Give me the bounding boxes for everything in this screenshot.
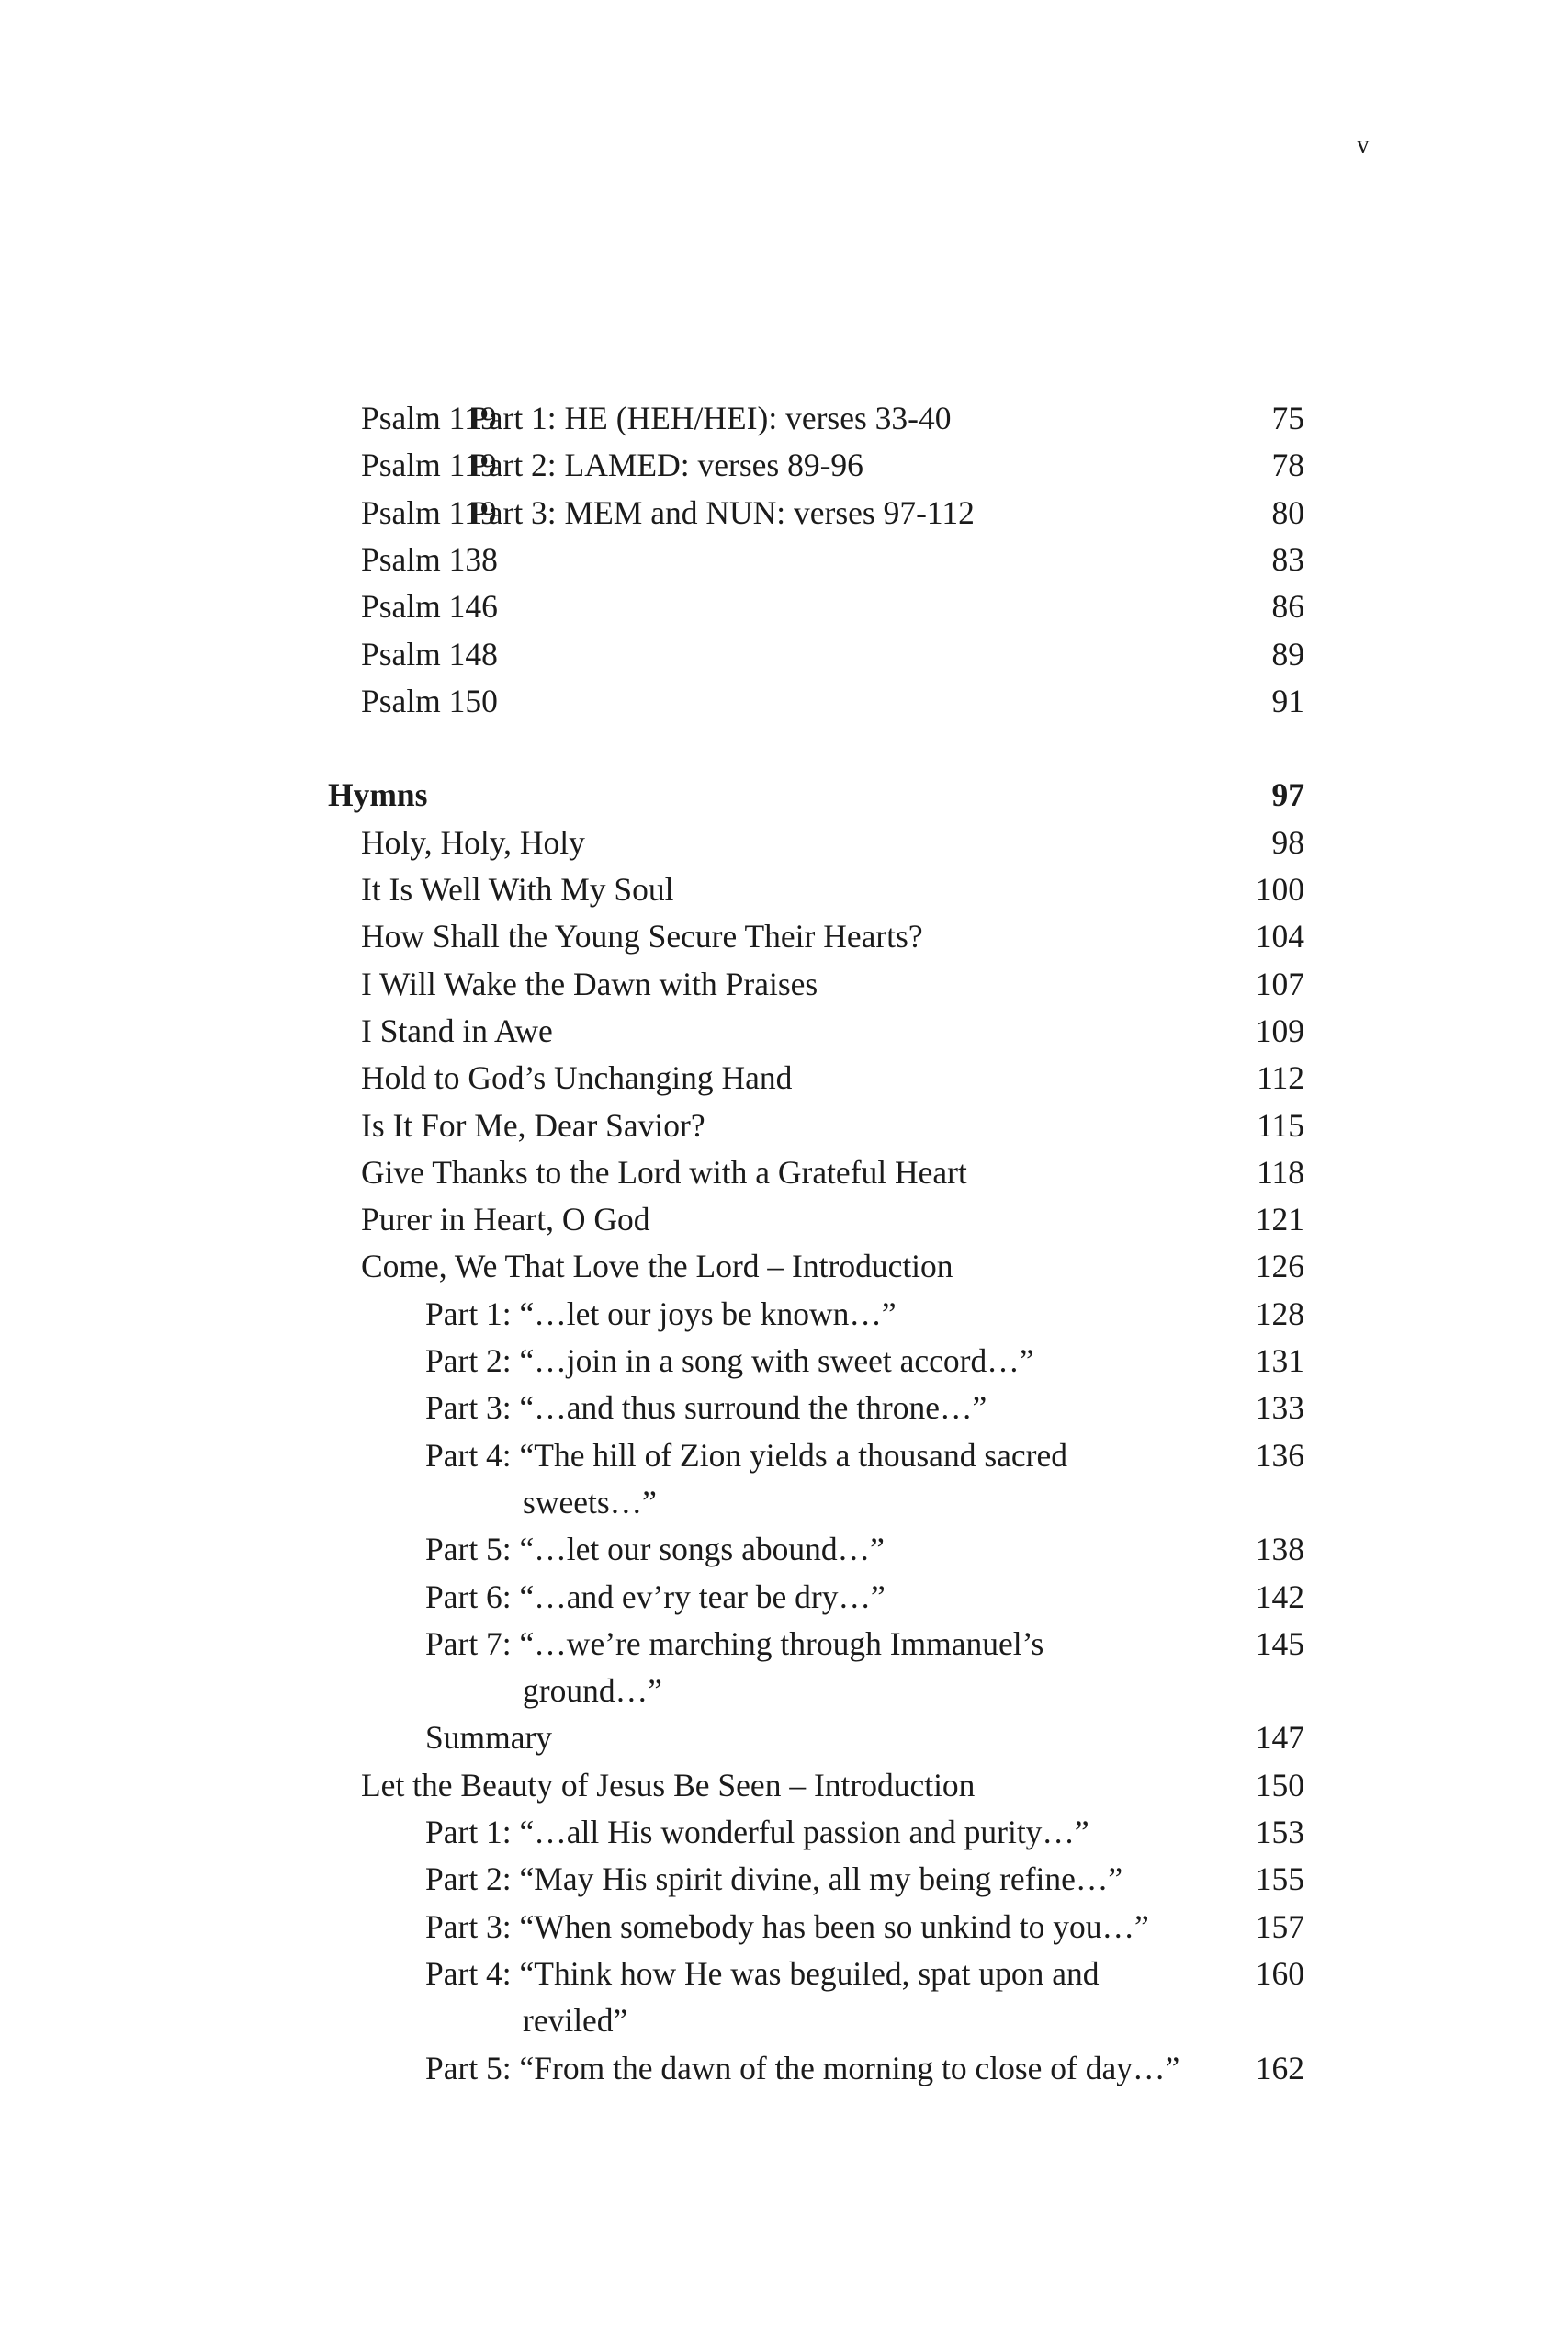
- toc-entry[interactable]: [0, 1809, 1568, 1856]
- toc-entry[interactable]: [0, 1762, 1568, 1809]
- toc-entry[interactable]: [0, 678, 1568, 725]
- toc-entry[interactable]: [0, 1856, 1568, 1903]
- toc-entry-continuation: [0, 1479, 1568, 1526]
- toc-entry[interactable]: [0, 1574, 1568, 1621]
- toc-entry-title: Come, We That Love the Lord – Introduction: [361, 1248, 953, 1285]
- toc-page-number: 128: [1255, 1295, 1304, 1332]
- toc-entry-subtitle: Part 2: LAMED: verses 89-96: [470, 447, 863, 484]
- toc-section-heading[interactable]: [0, 772, 1568, 819]
- toc-entry-title: Let the Beauty of Jesus Be Seen – Introduction: [361, 1766, 976, 1804]
- toc-entry-title: Psalm 150: [361, 682, 498, 719]
- toc-page-number: 75: [1271, 400, 1304, 436]
- toc-entry[interactable]: [0, 537, 1568, 583]
- toc-entry[interactable]: [0, 395, 1568, 442]
- toc-page-number: 162: [1255, 2049, 1304, 2086]
- toc-entry[interactable]: [0, 1196, 1568, 1243]
- toc-entry-title: I Stand in Awe: [361, 1012, 553, 1049]
- toc-entry-title: Part 3: “…and thus surround the throne…”: [425, 1389, 987, 1427]
- toc-entry-title: Purer in Heart, O God: [361, 1201, 650, 1238]
- toc-entry[interactable]: [0, 1432, 1568, 1479]
- toc-entry-title-wrap: reviled”: [523, 2002, 628, 2040]
- toc-page-number: 157: [1255, 1907, 1304, 1945]
- toc-page-number: 153: [1255, 1814, 1304, 1850]
- toc-entry-title: Psalm 146: [361, 588, 498, 626]
- toc-page-number: 147: [1255, 1719, 1304, 1757]
- toc-page-number: 155: [1255, 1860, 1304, 1898]
- toc-page-number: 112: [1257, 1059, 1304, 1097]
- toc-page-number: 133: [1255, 1389, 1304, 1427]
- toc-entry[interactable]: [0, 1951, 1568, 1997]
- toc-entry-title: Part 1: “…all His wonderful passion and purity…”: [425, 1814, 1089, 1850]
- toc-page-number: 100: [1255, 871, 1304, 908]
- toc-entry-continuation: [0, 1997, 1568, 2044]
- toc-entry-title: Part 1: “…let our joys be known…”: [425, 1295, 897, 1332]
- toc-entry[interactable]: [0, 490, 1568, 537]
- toc-entry-title: Part 2: “…join in a song with sweet accord…”: [425, 1342, 1034, 1379]
- toc-page-number: 97: [1271, 776, 1304, 814]
- toc-page-number: 142: [1255, 1577, 1304, 1615]
- toc-entry-title: Part 5: “…let our songs abound…”: [425, 1531, 885, 1568]
- toc-page-number: 150: [1255, 1766, 1304, 1804]
- toc-page-number: 126: [1255, 1248, 1304, 1285]
- toc-entry[interactable]: [0, 583, 1568, 630]
- toc-entry-title: Psalm 138: [361, 540, 498, 578]
- toc-entry[interactable]: [0, 631, 1568, 678]
- toc-entry-title: Part 2: “May His spirit divine, all my being refine…”: [425, 1860, 1123, 1898]
- toc-page-number: 80: [1271, 493, 1304, 531]
- toc-entry-title: How Shall the Young Secure Their Hearts?: [361, 918, 923, 956]
- toc-page-number: 145: [1255, 1624, 1304, 1662]
- toc-entry[interactable]: [0, 1904, 1568, 1951]
- toc-page-number: 131: [1255, 1342, 1304, 1379]
- toc-entry[interactable]: [0, 1338, 1568, 1385]
- toc-entry-title: It Is Well With My Soul: [361, 871, 674, 908]
- toc-entry[interactable]: [0, 1385, 1568, 1431]
- toc-entry-title: Part 5: “From the dawn of the morning to close of day…”: [425, 2049, 1180, 2086]
- toc-entry-title: Part 4: “Think how He was beguiled, spat upon and: [425, 1954, 1100, 1992]
- toc-entry[interactable]: [0, 1008, 1568, 1055]
- toc-entry-subtitle: Part 3: MEM and NUN: verses 97-112: [470, 493, 975, 531]
- toc-entry[interactable]: [0, 1621, 1568, 1668]
- toc-entry-title: Hymns: [328, 776, 428, 814]
- toc-entry-title: Psalm 119: [361, 493, 497, 531]
- toc-entry-subtitle: Part 1: HE (HEH/HEI): verses 33-40: [470, 400, 952, 436]
- toc-entry[interactable]: [0, 1149, 1568, 1196]
- toc-entry[interactable]: [0, 2045, 1568, 2092]
- toc-page-number: 115: [1257, 1106, 1304, 1144]
- toc-page-number: 91: [1271, 682, 1304, 719]
- toc-page-number: 83: [1271, 540, 1304, 578]
- toc-page-number: 89: [1271, 635, 1304, 673]
- toc-entry-title: Part 3: “When somebody has been so unkind to you…”: [425, 1907, 1149, 1945]
- page-number: v: [1357, 130, 1370, 158]
- toc-entry-title: Psalm 119: [361, 400, 497, 436]
- toc-entry[interactable]: [0, 1102, 1568, 1149]
- toc-entry-title: Holy, Holy, Holy: [361, 823, 585, 861]
- toc-page-number: 109: [1255, 1012, 1304, 1049]
- toc-entry[interactable]: [0, 866, 1568, 913]
- toc-page-number: 78: [1271, 447, 1304, 484]
- toc-page-number: 121: [1255, 1201, 1304, 1238]
- toc-entry-continuation: [0, 1668, 1568, 1714]
- toc-entry[interactable]: [0, 442, 1568, 489]
- toc-page-number: 98: [1271, 823, 1304, 861]
- toc-entry-title: Give Thanks to the Lord with a Grateful Heart: [361, 1153, 967, 1191]
- toc-entry-title: Part 7: “…we’re marching through Immanuel’s: [425, 1624, 1044, 1662]
- toc-page-number: 118: [1257, 1153, 1304, 1191]
- toc-entry[interactable]: [0, 961, 1568, 1008]
- toc-page-number: 86: [1271, 588, 1304, 626]
- toc-entry-title: Hold to God’s Unchanging Hand: [361, 1059, 793, 1097]
- toc-page-number: 138: [1255, 1531, 1304, 1568]
- toc-page-number: 107: [1255, 965, 1304, 1002]
- toc-page-number: 104: [1255, 918, 1304, 956]
- toc-entry[interactable]: [0, 913, 1568, 960]
- toc-entry-title-wrap: sweets…”: [523, 1483, 657, 1521]
- toc-entry-title: Summary: [425, 1719, 553, 1757]
- toc-entry-title: Part 6: “…and ev’ry tear be dry…”: [425, 1577, 886, 1615]
- toc-entry[interactable]: [0, 1243, 1568, 1290]
- toc-entry-title: Part 4: “The hill of Zion yields a thousand sacred: [425, 1436, 1067, 1474]
- toc-entry-title: Is It For Me, Dear Savior?: [361, 1106, 705, 1144]
- toc-entry-title: Psalm 119: [361, 447, 497, 484]
- toc-entry[interactable]: [0, 1526, 1568, 1573]
- toc-entry-title: I Will Wake the Dawn with Praises: [361, 965, 818, 1002]
- toc-entry[interactable]: [0, 1055, 1568, 1102]
- toc-entry[interactable]: [0, 1291, 1568, 1338]
- toc-page-number: 136: [1255, 1436, 1304, 1474]
- toc-page-number: 160: [1255, 1954, 1304, 1992]
- toc-entry[interactable]: [0, 820, 1568, 866]
- toc-entry[interactable]: [0, 1714, 1568, 1761]
- toc-entry-title: Psalm 148: [361, 635, 498, 673]
- toc-entry-title-wrap: ground…”: [523, 1672, 662, 1710]
